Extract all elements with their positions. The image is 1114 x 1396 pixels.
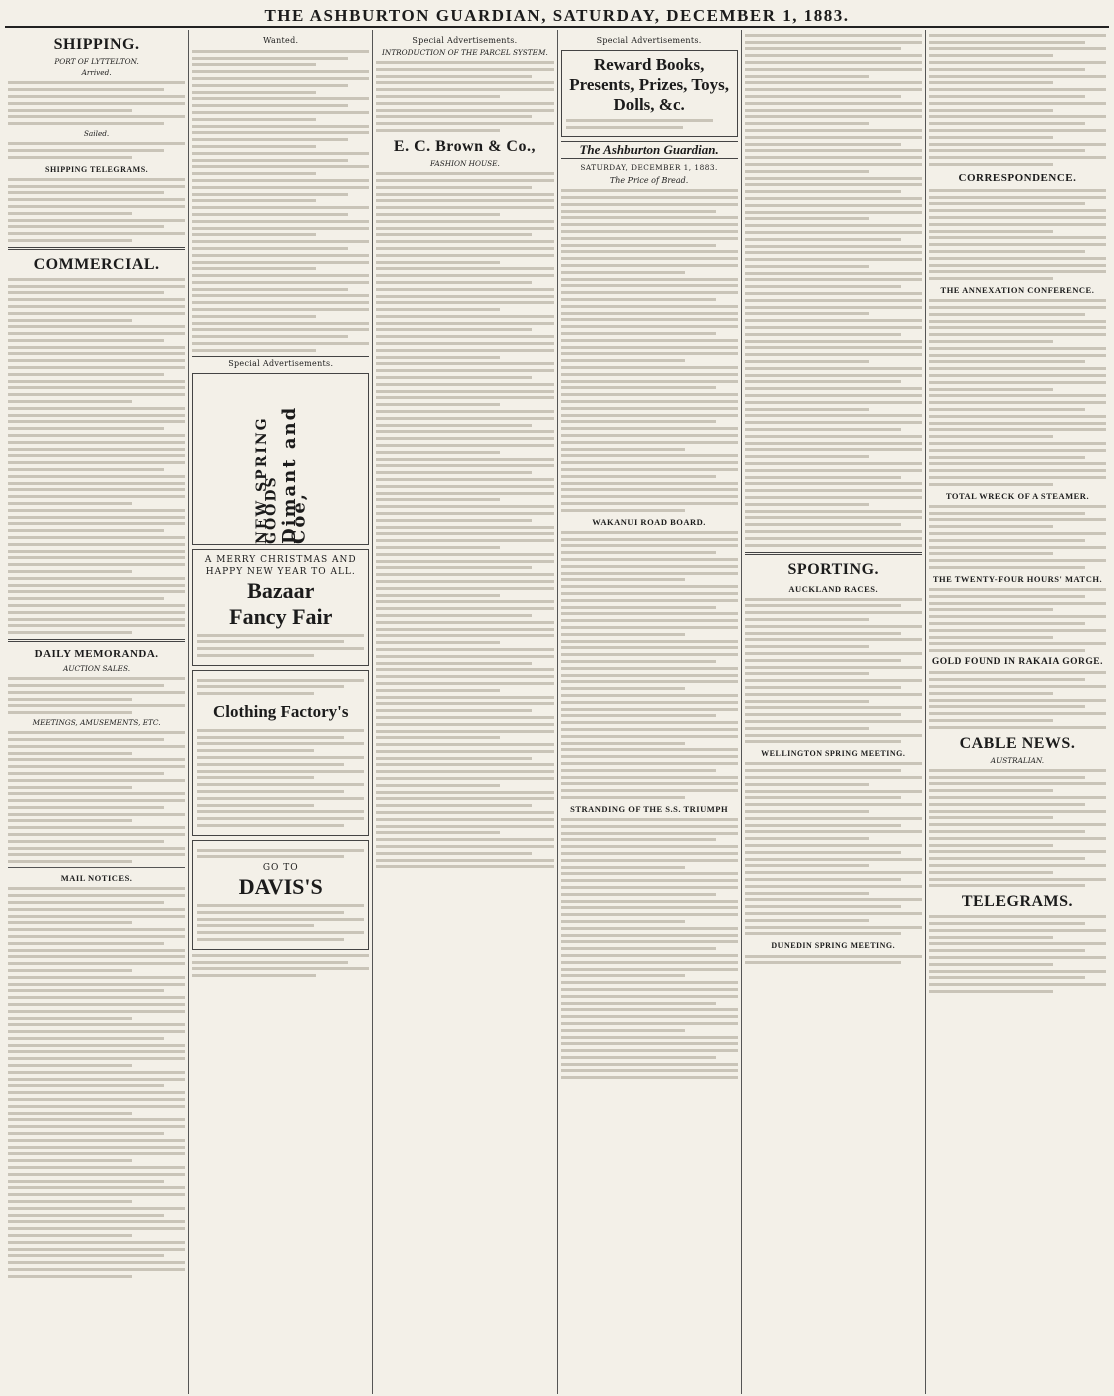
text-block bbox=[376, 61, 553, 132]
text-block bbox=[197, 849, 364, 859]
shipping-heading: SHIPPING. bbox=[53, 36, 140, 53]
go-to-text: GO TO bbox=[262, 863, 299, 874]
text-block bbox=[566, 119, 733, 129]
wreck-heading: TOTAL WRECK OF A STEAMER. bbox=[945, 490, 1090, 501]
text-block bbox=[376, 172, 553, 868]
text-block bbox=[929, 505, 1106, 569]
dimant-coe-text: Dimant and Coe, bbox=[278, 405, 310, 544]
column-1 bbox=[5, 30, 189, 1394]
clothing-advert bbox=[192, 670, 369, 836]
auction-heading: AUCTION SALES. bbox=[63, 664, 131, 674]
parcel-system-heading: INTRODUCTION OF THE PARCEL SYSTEM. bbox=[382, 48, 548, 57]
text-block bbox=[8, 278, 185, 634]
divider bbox=[8, 639, 185, 642]
annexation-heading: THE ANNEXATION CONFERENCE. bbox=[940, 285, 1095, 296]
masthead-title: THE ASHBURTON GUARDIAN, SATURDAY, DECEMBER 1, 1883. bbox=[264, 6, 850, 25]
mail-notices-heading: MAIL NOTICES. bbox=[60, 873, 133, 884]
text-block bbox=[8, 887, 185, 1277]
text-block bbox=[197, 729, 364, 827]
text-block bbox=[561, 531, 738, 799]
brown-co-title: E. C. Brown & Co., bbox=[393, 138, 536, 156]
text-block bbox=[561, 818, 738, 1079]
guardian-nameplate: The Ashburton Guardian. bbox=[561, 141, 738, 158]
column-6 bbox=[926, 30, 1109, 1394]
text-block bbox=[197, 634, 364, 657]
text-block bbox=[8, 142, 185, 159]
text-block bbox=[745, 598, 922, 744]
special-ads-heading: Special Advertisements. bbox=[596, 36, 702, 45]
gold-heading: GOLD FOUND IN RAKAIA GORGE. bbox=[931, 657, 1103, 668]
text-block bbox=[8, 731, 185, 863]
text-block bbox=[8, 178, 185, 242]
daily-memoranda-heading: DAILY MEMORANDA. bbox=[34, 648, 159, 661]
port-heading: PORT OF LYTTELTON. bbox=[54, 57, 139, 66]
christmas-greeting: A MERRY CHRISTMAS AND HAPPY NEW YEAR TO ALL. bbox=[204, 554, 357, 577]
text-block bbox=[929, 299, 1106, 486]
special-ads-heading: Special Advertisements. bbox=[192, 356, 369, 369]
divider bbox=[745, 552, 922, 555]
text-block bbox=[192, 954, 369, 977]
fashion-house-text: FASHION HOUSE. bbox=[430, 159, 500, 169]
spring-goods-text: NEW SPRING GOODS bbox=[254, 416, 280, 544]
davis-title: DAVIS'S bbox=[238, 874, 323, 900]
bazaar-title: Bazaar bbox=[247, 577, 315, 603]
text-block bbox=[929, 769, 1106, 888]
text-block bbox=[745, 955, 922, 965]
wanted-heading: Wanted. bbox=[263, 36, 299, 45]
cable-news-heading: CABLE NEWS. bbox=[959, 734, 1076, 752]
text-block bbox=[929, 34, 1106, 166]
wakanui-heading: WAKANUI ROAD BOARD. bbox=[592, 516, 706, 527]
sailed-subheading: Sailed. bbox=[83, 128, 110, 138]
column-5 bbox=[742, 30, 926, 1394]
reward-books-advert bbox=[561, 50, 738, 137]
auckland-races-heading: AUCKLAND RACES. bbox=[788, 583, 879, 594]
column-3 bbox=[373, 30, 557, 1394]
columns bbox=[5, 30, 1109, 1394]
text-block bbox=[197, 679, 364, 696]
text-block bbox=[929, 915, 1106, 993]
divider bbox=[8, 867, 185, 868]
commercial-heading: COMMERCIAL. bbox=[33, 255, 160, 273]
clothing-factory-title: Clothing Factory's bbox=[212, 702, 349, 722]
sporting-heading: SPORTING. bbox=[787, 560, 880, 578]
column-4 bbox=[558, 30, 742, 1394]
arrived-subheading: Arrived. bbox=[81, 68, 112, 78]
bazaar-advert bbox=[192, 549, 369, 666]
australian-heading: AUSTRALIAN. bbox=[990, 755, 1045, 765]
text-block bbox=[929, 588, 1106, 652]
shipping-telegrams-heading: SHIPPING TELEGRAMS. bbox=[45, 164, 149, 174]
masthead bbox=[5, 4, 1109, 28]
text-block bbox=[8, 81, 185, 125]
divider bbox=[8, 247, 185, 250]
column-2 bbox=[189, 30, 373, 1394]
text-block bbox=[745, 762, 922, 935]
wellington-heading: WELLINGTON SPRING MEETING. bbox=[761, 749, 906, 759]
correspondence-heading: CORRESPONDENCE. bbox=[958, 171, 1077, 184]
text-block bbox=[197, 904, 364, 941]
spring-goods-advert bbox=[192, 373, 369, 545]
issue-date: SATURDAY, DECEMBER 1, 1883. bbox=[580, 162, 718, 172]
text-block bbox=[8, 677, 185, 714]
stranding-heading: STRANDING OF THE S.S. TRIUMPH bbox=[570, 803, 729, 814]
text-block bbox=[192, 50, 369, 352]
meetings-heading: MEETINGS, AMUSEMENTS, ETC. bbox=[32, 718, 161, 728]
text-block bbox=[929, 189, 1106, 280]
text-block bbox=[745, 34, 922, 547]
text-block bbox=[561, 189, 738, 511]
price-of-bread-heading: The Price of Bread. bbox=[609, 175, 689, 185]
reward-books-title: Reward Books, Presents, Prizes, Toys, Dolls, &c. bbox=[569, 55, 729, 114]
dunedin-heading: DUNEDIN SPRING MEETING. bbox=[771, 941, 896, 951]
text-block bbox=[929, 671, 1106, 728]
match-heading: THE TWENTY-FOUR HOURS' MATCH. bbox=[932, 573, 1103, 584]
special-ads-heading: Special Advertisements. bbox=[412, 36, 518, 45]
davis-advert bbox=[192, 840, 369, 950]
telegrams-heading: TELEGRAMS. bbox=[961, 893, 1074, 911]
fancy-fair-title: Fancy Fair bbox=[229, 603, 333, 629]
